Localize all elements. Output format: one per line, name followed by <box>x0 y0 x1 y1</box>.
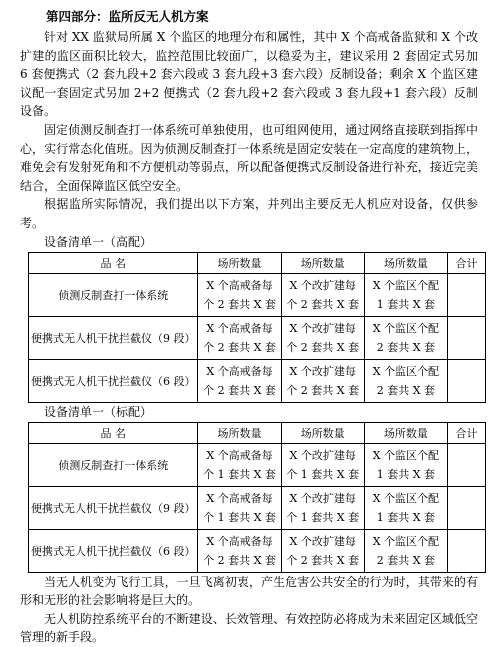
qty-cell <box>281 529 364 572</box>
qty-line: 个 1 套共 X 套 <box>286 467 360 481</box>
equipment-table-high <box>28 252 486 403</box>
qty-line: 2 套共 X 套 <box>376 340 436 354</box>
qty-cell <box>281 316 364 359</box>
qty-cell <box>364 359 447 402</box>
qty-line: X 个高戒备每 <box>206 534 273 548</box>
equipment-table-standard <box>28 422 486 573</box>
qty-line: 1 套共 X 套 <box>376 510 436 524</box>
qty-cell <box>364 273 447 316</box>
total-cell <box>447 273 485 316</box>
qty-line: 1 套共 X 套 <box>376 297 436 311</box>
table-1-title: 设备清单一（高配） <box>44 234 153 249</box>
table-row <box>29 486 486 529</box>
qty-cell <box>281 359 364 402</box>
header-qty-3: 场所数量 <box>364 422 447 443</box>
qty-cell <box>198 316 281 359</box>
qty-line: X 个监区个配 <box>372 321 440 335</box>
qty-line: 个 2 套共 X 套 <box>286 297 360 311</box>
qty-line: 个 2 套共 X 套 <box>286 340 360 354</box>
qty-line: 个 2 套共 X 套 <box>203 297 276 311</box>
qty-line: X 个改扩建每 <box>289 364 356 378</box>
qty-cell <box>281 273 364 316</box>
section-heading: 第四部分：监所反无人机方案 <box>46 9 209 24</box>
qty-line: 个 2 套共 X 套 <box>203 340 276 354</box>
table-row <box>29 273 486 316</box>
qty-cell <box>198 486 281 529</box>
table-row <box>29 316 486 359</box>
qty-line: 个 2 套共 X 套 <box>203 383 276 397</box>
item-name: 便携式无人机干扰拦截仪（6 段） <box>29 529 198 572</box>
qty-line: X 个改扩建每 <box>289 448 356 462</box>
table-row <box>29 359 486 402</box>
item-name: 便携式无人机干扰拦截仪（6 段） <box>29 359 198 402</box>
qty-cell <box>281 486 364 529</box>
qty-cell <box>364 486 447 529</box>
item-name: 便携式无人机干扰拦截仪（9 段） <box>29 486 198 529</box>
paragraph-1: 针对 XX 监狱局所属 X 个监区的地理分布和属性，其中 X 个高戒备监狱和 X 个改扩建的监区面积比较大，监控范围比较面广，以稳妥为主，建议采用 2 套固定式另加 6 套便携式（2 套九段+2 套六段或 3 套九段+3 套六段）反制设备；剩余 X 个监区建议配一套固定式另加 2+2 便携式（2 套九段+2 套六段或 3 套九段+1 套六段）反制设备。 <box>20 30 478 119</box>
qty-line: X 个监区个配 <box>372 534 440 548</box>
qty-cell <box>364 316 447 359</box>
qty-line: X 个监区个配 <box>372 448 440 462</box>
qty-line: X 个改扩建每 <box>289 321 356 335</box>
qty-line: X 个高戒备每 <box>206 448 273 462</box>
qty-line: 个 1 套共 X 套 <box>203 510 276 524</box>
header-item: 品 名 <box>29 422 198 443</box>
qty-line: X 个监区个配 <box>372 491 440 505</box>
item-name: 侦测反制查打一体系统 <box>29 443 198 486</box>
qty-cell <box>198 529 281 572</box>
item-name: 侦测反制查打一体系统 <box>29 273 198 316</box>
closing-paragraph-1: 当无人机变为飞行工具，一旦飞离初衷，产生危害公共安全的行为时，其带来的有形和无形的社会影响将是巨大的。 <box>20 574 478 608</box>
qty-cell <box>198 443 281 486</box>
qty-line: 2 套共 X 套 <box>376 383 436 397</box>
qty-cell <box>364 443 447 486</box>
header-qty-2: 场所数量 <box>281 252 364 273</box>
qty-line: 个 1 套共 X 套 <box>286 510 360 524</box>
total-cell <box>447 529 485 572</box>
header-qty-3: 场所数量 <box>364 252 447 273</box>
qty-cell <box>198 273 281 316</box>
total-cell <box>447 443 485 486</box>
table-header-row <box>29 422 486 443</box>
qty-line: 2 套共 X 套 <box>376 553 436 567</box>
qty-cell <box>364 529 447 572</box>
paragraph-2: 固定侦测反制查打一体系统可单独使用，也可组网使用，通过网络直接联到指挥中心，实行常态化值班。因为侦测反制查打一体系统是固定安装在一定高度的建筑物上，难免会有发射死角和不方便机动等弱点，所以配备便携式反制设备进行补充，接近完美结合，全面保障监区低空安全。 <box>20 122 478 193</box>
qty-line: X 个高戒备每 <box>206 278 273 292</box>
qty-line: X 个改扩建每 <box>289 491 356 505</box>
qty-line: 个 2 套共 X 套 <box>203 553 276 567</box>
item-name: 便携式无人机干扰拦截仪（9 段） <box>29 316 198 359</box>
qty-line: X 个改扩建每 <box>289 534 356 548</box>
qty-cell <box>281 443 364 486</box>
total-cell <box>447 359 485 402</box>
qty-line: X 个高戒备每 <box>206 321 273 335</box>
table-header-row <box>29 252 486 273</box>
closing-paragraph-2: 无人机防控系统平台的不断建设、长效管理、有效控防必将成为未来固定区域低空管理的新手段。 <box>20 611 478 645</box>
qty-cell <box>198 359 281 402</box>
header-qty-2: 场所数量 <box>281 422 364 443</box>
total-cell <box>447 316 485 359</box>
qty-line: 1 套共 X 套 <box>376 467 436 481</box>
header-total: 合计 <box>447 422 485 443</box>
table-2-title: 设备清单一（标配） <box>44 404 153 419</box>
qty-line: X 个高戒备每 <box>206 364 273 378</box>
total-cell <box>447 486 485 529</box>
qty-line: 个 2 套共 X 套 <box>286 553 360 567</box>
qty-line: X 个改扩建每 <box>289 278 356 292</box>
header-item: 品 名 <box>29 252 198 273</box>
header-total: 合计 <box>447 252 485 273</box>
qty-line: 个 1 套共 X 套 <box>203 467 276 481</box>
qty-line: X 个高戒备每 <box>206 491 273 505</box>
table-row <box>29 443 486 486</box>
paragraph-3: 根据监所实际情况，我们提出以下方案，并列出主要反无人机应对设备，仅供参考。 <box>20 197 478 230</box>
header-qty-1: 场所数量 <box>198 252 281 273</box>
table-row <box>29 529 486 572</box>
qty-line: 个 2 套共 X 套 <box>286 383 360 397</box>
qty-line: X 个监区个配 <box>372 364 440 378</box>
header-qty-1: 场所数量 <box>198 422 281 443</box>
qty-line: X 个监区个配 <box>372 278 440 292</box>
